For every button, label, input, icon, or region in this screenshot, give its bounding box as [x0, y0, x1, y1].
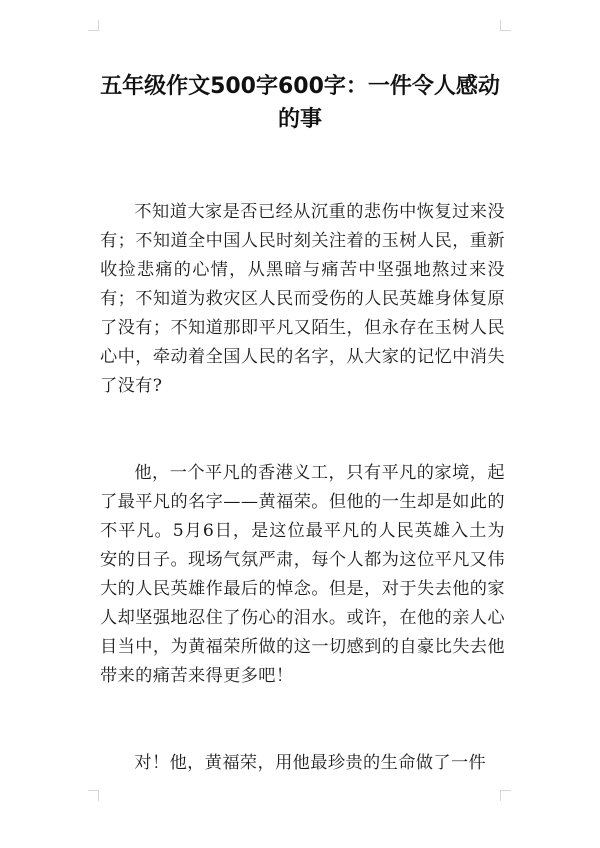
crop-mark-top-right [500, 20, 511, 31]
paragraph-3: 对！他，黄福荣，用他最珍贵的生命做了一件 [134, 753, 487, 773]
paragraph-1: 不知道大家是否已经从沉重的悲伤中恢复过来没有；不知道全中国人民时刻关注着的玉树人民，重新收捡悲痛的心情，从黑暗与痛苦中坚强地熬过来没有；不知道为救灾区人民而受伤的人民英雄身体复原了没有；不知道那即平凡又陌生，但永存在玉树人民心中，牵动着全国人民的名字，从大家的记忆中消失了没有? [100, 202, 505, 396]
document-body [100, 198, 505, 836]
document-title: 五年级作文500字600字：一件令人感动的事 [100, 74, 500, 132]
crop-mark-bottom-left [88, 790, 99, 801]
crop-mark-top-left [88, 20, 99, 31]
paragraph-2: 他，一个平凡的香港义工，只有平凡的家境，起了最平凡的名字——黄福荣。但他的一生却是如此的不平凡。5月6日，是这位最平凡的人民英雄入土为安的日子。现场气氛严肃，每个人都为这位平凡又伟大的人民英雄作最后的悼念。但是，对于失去他的家人却坚强地忍住了伤心的泪水。或许，在他的亲人心目当中，为黄福荣所做的这一切感到的自豪比失去他带来的痛苦来得更多吧！ [100, 463, 505, 686]
